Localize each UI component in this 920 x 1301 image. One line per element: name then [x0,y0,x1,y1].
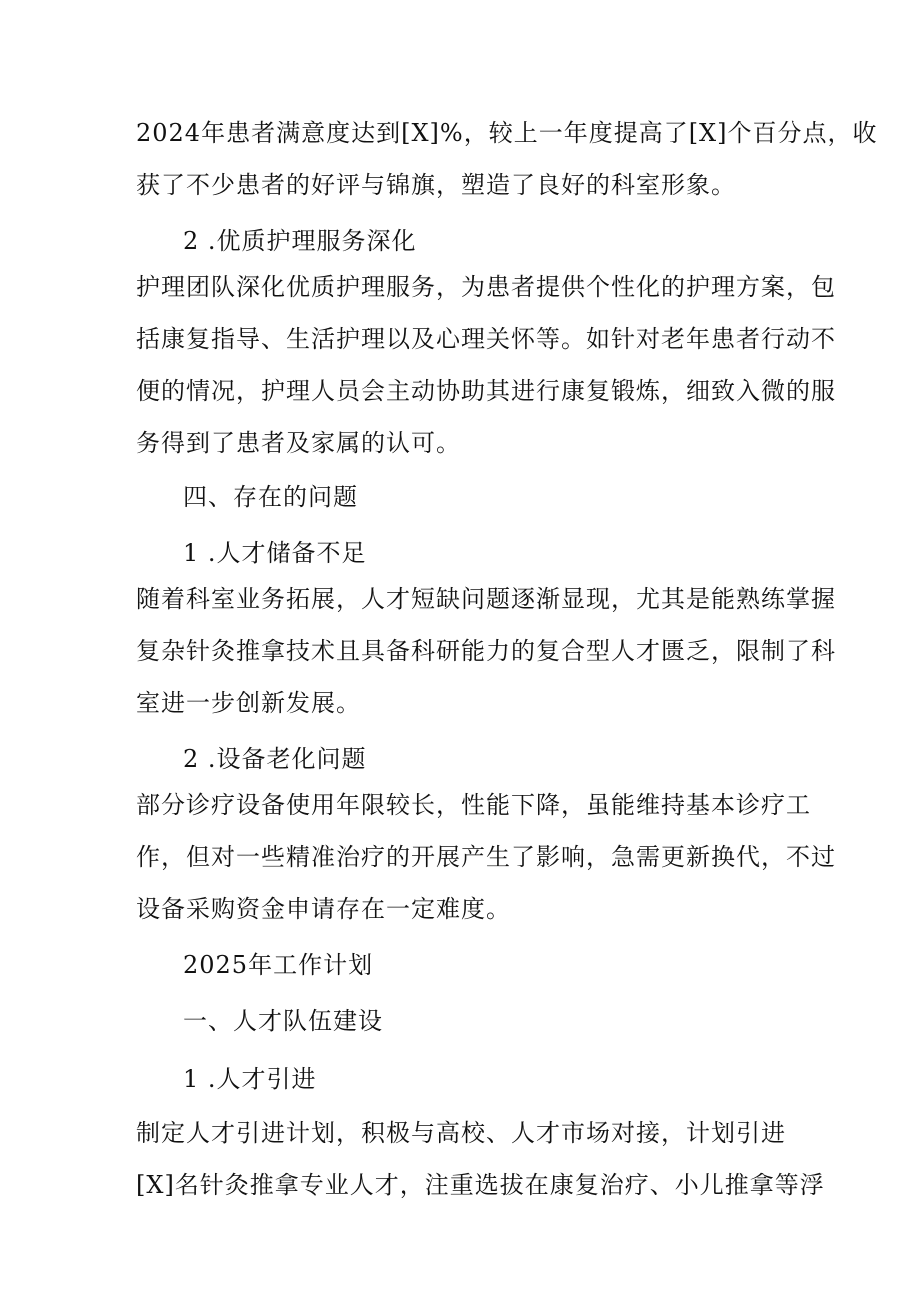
body-text-line: 获了不少患者的好评与锦旗，塑造了良好的科室形象。 [136,171,736,199]
body-text-line: 复杂针灸推拿技术且具备科研能力的复合型人才匮乏，限制了科 [136,637,836,665]
body-text-line: 作，但对一些精准治疗的开展产生了影响，急需更新换代，不过 [136,843,836,871]
subheading: 2 .设备老化问题 [183,745,367,773]
body-text-line: 设备采购资金申请存在一定难度。 [136,895,511,923]
body-text-line: 随着科室业务拓展，人才短缺问题逐渐显现，尤其是能熟练掌握 [136,585,836,613]
body-text-line: 务得到了患者及家属的认可。 [136,429,461,457]
body-text-line: 部分诊疗设备使用年限较长，性能下降，虽能维持基本诊疗工 [136,791,811,819]
body-text-line: 括康复指导、生活护理以及心理关怀等。如针对老年患者行动不 [136,325,836,353]
body-text-line: 室进一步创新发展。 [136,689,361,717]
subheading: 2 .优质护理服务深化 [183,227,417,255]
plan-heading: 2025年工作计划 [183,951,374,979]
subheading: 1 .人才储备不足 [183,539,367,567]
section-heading: 四、存在的问题 [183,483,358,511]
body-text-line: 2024年患者满意度达到[X]%，较上一年度提高了[X]个百分点，收 [136,119,878,147]
body-text-line: 制定人才引进计划，积极与高校、人才市场对接，计划引进 [136,1119,786,1147]
section-heading: 一、人才队伍建设 [183,1007,383,1035]
body-text-line: 便的情况，护理人员会主动协助其进行康复锻炼，细致入微的服 [136,377,836,405]
body-text-line: 护理团队深化优质护理服务，为患者提供个性化的护理方案，包 [136,273,836,301]
subheading: 1 .人才引进 [183,1065,317,1093]
body-text-line: [X]名针灸推拿专业人才，注重选拔在康复治疗、小儿推拿等浮 [136,1171,825,1199]
